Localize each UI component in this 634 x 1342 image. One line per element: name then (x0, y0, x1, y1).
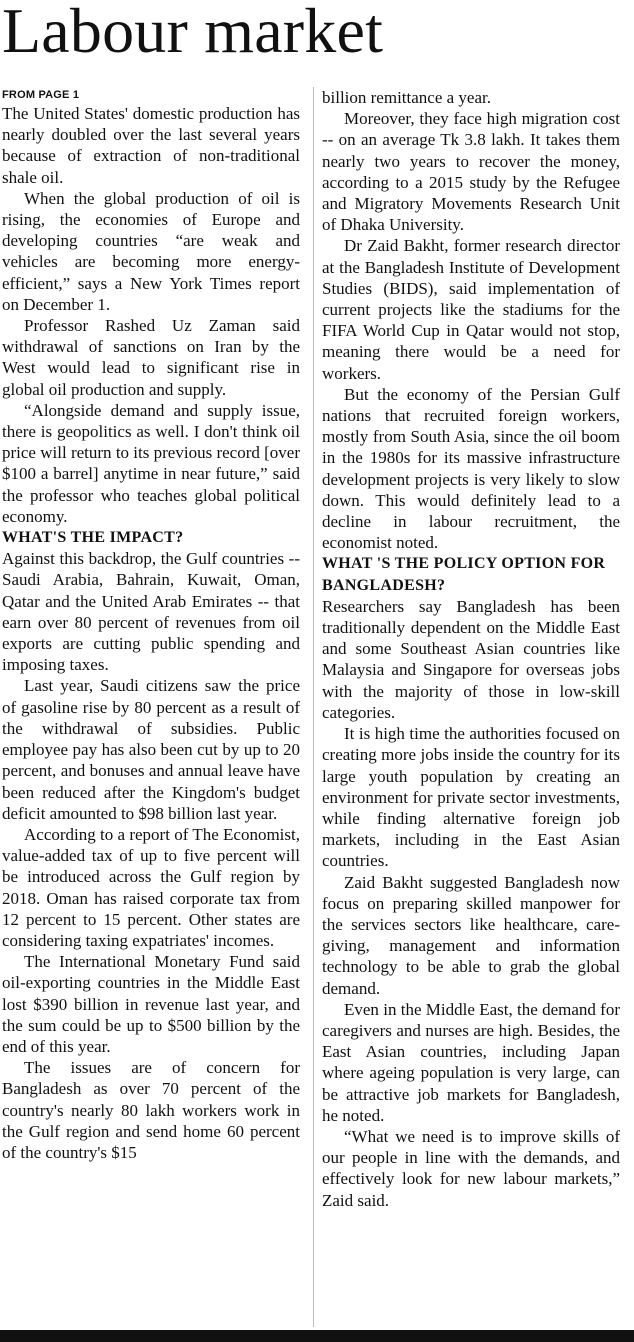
article-column-right (322, 87, 620, 1211)
article-paragraph: Professor Rashed Uz Zaman said withdrawal of sanctions on Iran by the West would lead to significant rise in global oil production and supply. (2, 316, 300, 399)
continued-from-label: FROM PAGE 1 (2, 89, 80, 101)
article-paragraph: The International Monetary Fund said oil-exporting countries in the Middle East lost $390 billion in revenue last year, and the sum could be up to $500 billion by the end of this year. (2, 952, 300, 1056)
column-divider (313, 87, 314, 1327)
article-paragraph: Even in the Middle East, the demand for caregivers and nurses are high. Besides, the East Asian countries, including Japan where ageing population is very large, can be attractive job markets for Bangladesh, he noted. (322, 999, 620, 1125)
article-paragraph: Zaid Bakht suggested Bangladesh now focus on preparing skilled manpower for the services sectors like healthcare, care-giving, management and information technology to be able to grab the global demand. (322, 872, 620, 998)
article-paragraph: Researchers say Bangladesh has been traditionally dependent on the Middle East and some Southeast Asian countries like Malaysia and Singapore for overseas jobs with the majority of those in low-skill categories. (322, 596, 620, 722)
article-paragraph: The United States' domestic production has nearly doubled over the last several years because of extraction of non-traditional shale oil. (2, 104, 300, 187)
article-paragraph: Moreover, they face high migration cost -- on an average Tk 3.8 lakh. It takes them nearly two years to recover the money, according to a 2015 study by the Refugee and Migratory Movements Research Unit of Dhaka University. (322, 109, 620, 235)
article-paragraph: The issues are of concern for Bangladesh as over 70 percent of the country's nearly 80 lakh workers work in the Gulf region and send home 60 percent of the country's $15 (2, 1058, 300, 1162)
section-heading-policy: WHAT 'S THE POLICY OPTION FOR BANGLADESH? (322, 555, 606, 594)
article-paragraph: It is high time the authorities focused on creating more jobs inside the country for its large youth population by creating an environment for private sector investments, while finding alternative foreign job markets, including in the East Asian countries. (322, 724, 620, 871)
article-headline: Labour market (2, 0, 384, 66)
section-heading-impact: WHAT'S THE IMPACT? (2, 529, 184, 547)
article-paragraph: But the economy of the Persian Gulf nations that recruited foreign workers, mostly from South Asia, since the oil boom in the 1980s for its massive infrastructure development projects is very likely to slow down. This would definitely lead to a decline in labour recruitment, the economist noted. (322, 384, 620, 553)
article-paragraph: billion remittance a year. (322, 88, 491, 107)
article-paragraph: Against this backdrop, the Gulf countries -- Saudi Arabia, Bahrain, Kuwait, Oman, Qatar and the United Arab Emirates -- that earn over 80 percent of revenues from oil exports are cutting public spending and imposing taxes. (2, 549, 300, 675)
article-column-left (2, 87, 300, 1163)
article-paragraph: “Alongside demand and supply issue, there is geopolitics as well. I don't think oil price will return to its previous record [over $100 a barrel] anytime in near future,” said the professor who teaches global political economy. (2, 400, 300, 526)
article-paragraph: “What we need is to improve skills of our people in line with the demands, and effectively look for new labour markets,” Zaid said. (322, 1126, 620, 1210)
article-paragraph: When the global production of oil is rising, the economies of Europe and developing countries “are weak and vehicles are becoming more energy-efficient,” says a New York Times report on December 1. (2, 188, 300, 314)
article-paragraph: Dr Zaid Bakht, former research director at the Bangladesh Institute of Development Studies (BIDS), said implementation of current projects like the stadiums for the FIFA World Cup in Qatar would not stop, meaning there would be a need for workers. (322, 236, 620, 383)
article-paragraph: Last year, Saudi citizens saw the price of gasoline rise by 80 percent as a result of the withdrawal of subsidies. Public employee pay has also been cut by up to 20 percent, and bonuses and annual leave have been reduced after the Kingdom's budget deficit amounted to $98 billion last year. (2, 676, 300, 823)
article-paragraph: According to a report of The Economist, value-added tax of up to five percent will be introduced across the Gulf region by 2018. Oman has raised corporate tax from 12 percent to 15 percent. Other states are considering taxing expatriates' incomes. (2, 824, 300, 950)
bottom-rule (0, 1330, 634, 1342)
